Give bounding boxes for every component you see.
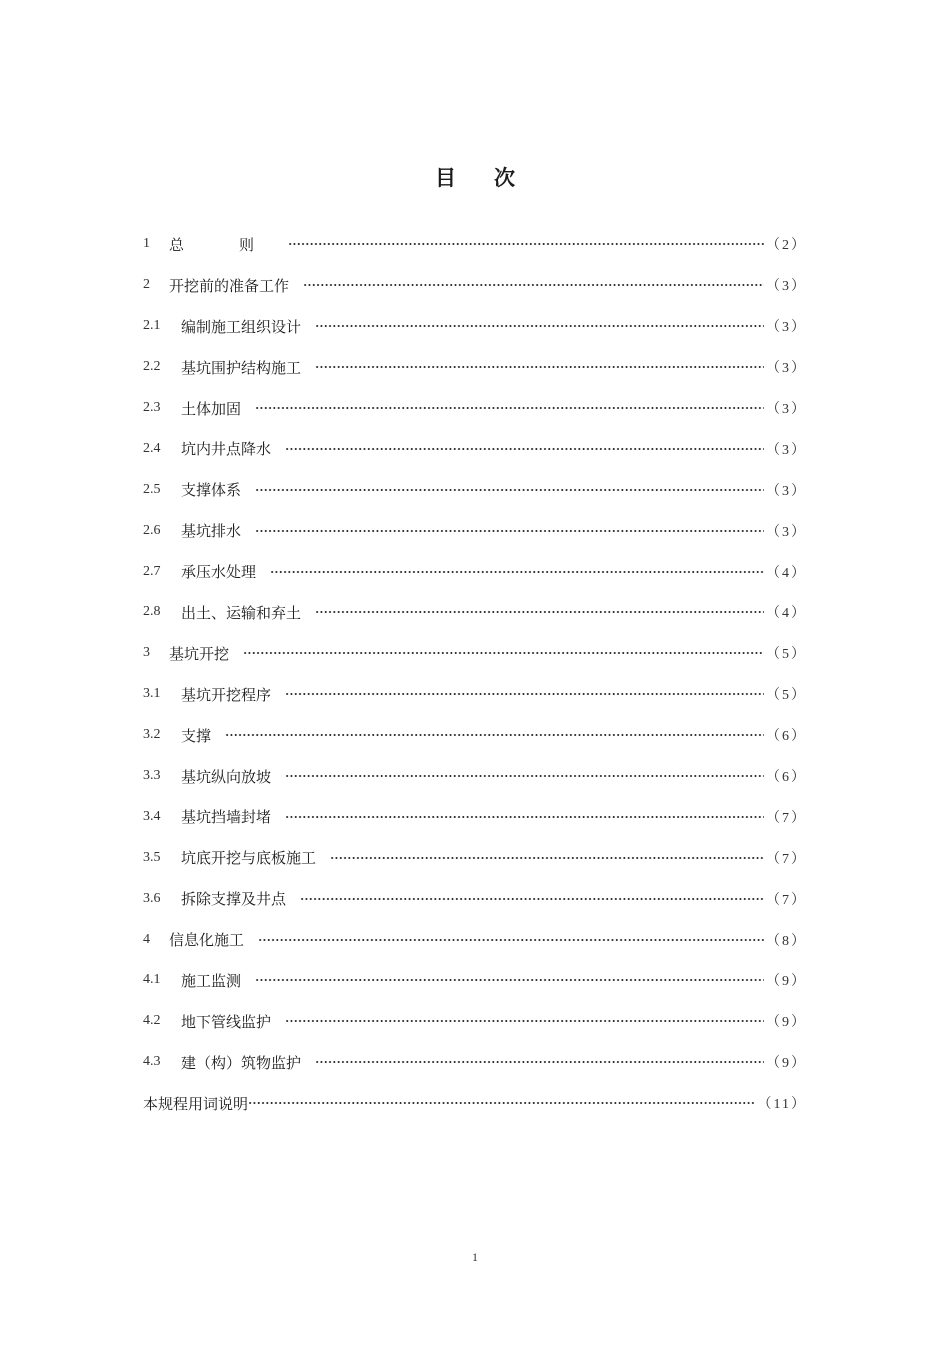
toc-entry-title: 坑底开挖与底板施工 — [181, 849, 317, 868]
toc-dot-leader — [255, 488, 764, 492]
toc-entry-page: （5） — [766, 688, 807, 704]
toc-dot-leader — [248, 1101, 756, 1105]
toc-entry-page: （9） — [766, 1056, 807, 1072]
toc-entry-number: 3.3 — [143, 768, 161, 784]
toc-entry-number: 2.1 — [143, 318, 161, 334]
toc-entry-number: 3.1 — [143, 686, 161, 702]
toc-entry-title: 编制施工组织设计 — [181, 317, 302, 336]
toc-entry-page: （3） — [766, 483, 807, 499]
toc-entry-page: （7） — [766, 810, 807, 826]
toc-entry-title: 信息化施工 — [169, 931, 245, 950]
toc-entry-title: 基坑纵向放坡 — [181, 767, 272, 786]
toc-dot-leader — [243, 651, 764, 655]
toc-entry-page: （7） — [766, 851, 807, 867]
table-of-contents — [143, 224, 807, 1124]
toc-dot-leader — [285, 1019, 764, 1023]
toc-entry-title: 基坑围护结构施工 — [181, 358, 302, 377]
toc-entry-page: （5） — [766, 647, 807, 663]
toc-dot-leader — [303, 283, 764, 287]
toc-entry-number: 4.3 — [143, 1054, 161, 1070]
toc-entry-title: 拆除支撑及井点 — [181, 890, 287, 909]
toc-dot-leader — [315, 1060, 764, 1064]
toc-entry-number: 4 — [143, 931, 150, 947]
toc-dot-leader — [225, 733, 764, 737]
toc-entry[interactable] — [143, 919, 807, 960]
toc-dot-leader — [315, 324, 764, 328]
toc-entry[interactable] — [143, 551, 807, 592]
toc-entry[interactable] — [143, 837, 807, 878]
toc-entry-page: （8） — [766, 933, 807, 949]
toc-dot-leader — [255, 529, 764, 533]
toc-dot-leader — [315, 365, 764, 369]
toc-entry-number: 2.7 — [143, 563, 161, 579]
toc-dot-leader — [255, 406, 764, 410]
toc-entry-number: 2.2 — [143, 359, 161, 375]
toc-entry[interactable] — [143, 878, 807, 919]
toc-dot-leader — [258, 938, 764, 942]
toc-dot-leader — [315, 610, 764, 614]
toc-entry-title: 出土、运输和弃土 — [181, 603, 302, 622]
toc-entry-number: 3.6 — [143, 890, 161, 906]
toc-dot-leader — [255, 978, 764, 982]
toc-entry-page: （4） — [766, 606, 807, 622]
toc-entry-page: （11） — [757, 1097, 807, 1113]
toc-entry-number: 2 — [143, 277, 150, 293]
toc-entry-page: （6） — [766, 770, 807, 786]
toc-entry-page: （3） — [766, 320, 807, 336]
toc-entry-title: 基坑挡墙封堵 — [181, 808, 272, 827]
toc-entry-title: 坑内井点降水 — [181, 440, 272, 459]
page-number: 1 — [472, 1250, 478, 1264]
toc-entry[interactable] — [143, 265, 807, 306]
toc-entry[interactable] — [143, 469, 807, 510]
toc-entry-title: 基坑开挖 — [169, 644, 230, 663]
toc-entry-title: 基坑开挖程序 — [181, 685, 272, 704]
toc-entry-title: 基坑排水 — [181, 522, 242, 541]
toc-entry[interactable] — [143, 592, 807, 633]
toc-dot-leader — [285, 815, 764, 819]
toc-entry-number: 2.3 — [143, 400, 161, 415]
toc-entry-page: （7） — [766, 892, 807, 908]
toc-entry-page: （9） — [766, 974, 807, 990]
toc-entry-title: 承压水处理 — [181, 563, 257, 582]
toc-entry[interactable] — [143, 388, 807, 429]
toc-entry-title: 支撑体系 — [181, 481, 242, 500]
toc-entry[interactable] — [143, 1042, 807, 1083]
toc-entry[interactable] — [143, 674, 807, 715]
toc-dot-leader — [288, 242, 764, 246]
toc-entry-number: 3 — [143, 645, 150, 661]
toc-entry-page: （3） — [766, 524, 807, 540]
toc-entry-page: （3） — [766, 402, 807, 417]
toc-entry[interactable] — [143, 510, 807, 551]
toc-entry-title: 土体加固 — [181, 399, 242, 418]
toc-entry-title: 地下管线监护 — [181, 1012, 272, 1031]
toc-entry-number: 2.5 — [143, 481, 161, 497]
page-title: 目次 — [435, 166, 553, 190]
toc-dot-leader — [285, 447, 764, 451]
toc-entry[interactable] — [143, 1083, 807, 1124]
toc-entry-title: 开挖前的准备工作 — [169, 276, 290, 295]
toc-entry-number: 1 — [143, 236, 150, 252]
toc-entry-page: （3） — [766, 361, 807, 377]
toc-entry[interactable] — [143, 1001, 807, 1042]
toc-entry[interactable] — [143, 756, 807, 797]
toc-entry-page: （2） — [766, 238, 807, 254]
toc-entry-number: 4.2 — [143, 1013, 161, 1029]
toc-entry-number: 2.4 — [143, 440, 161, 456]
toc-entry-title: 施工监测 — [181, 971, 242, 990]
toc-entry-number: 3.4 — [143, 808, 161, 824]
toc-entry-page: （3） — [766, 279, 807, 295]
toc-entry-page: （9） — [766, 1015, 807, 1031]
toc-entry-title: 总 则 — [169, 235, 275, 254]
toc-entry-title: 本规程用词说明 — [143, 1094, 249, 1113]
toc-entry-page: （3） — [766, 442, 807, 458]
toc-dot-leader — [285, 774, 764, 778]
toc-dot-leader — [270, 570, 764, 574]
toc-entry[interactable] — [143, 960, 807, 1001]
toc-entry-number: 3.2 — [143, 727, 161, 743]
toc-dot-leader — [300, 897, 764, 901]
toc-dot-leader — [285, 692, 764, 696]
toc-entry-page: （6） — [766, 729, 807, 745]
toc-entry-number: 3.5 — [143, 849, 161, 865]
toc-entry-title: 建（构）筑物监护 — [181, 1053, 302, 1072]
toc-entry[interactable] — [143, 715, 807, 756]
toc-entry[interactable] — [143, 306, 807, 347]
toc-entry-number: 2.8 — [143, 604, 161, 620]
toc-dot-leader — [330, 856, 764, 860]
toc-entry-number: 4.1 — [143, 972, 161, 988]
toc-entry-number: 2.6 — [143, 522, 161, 538]
toc-entry[interactable] — [143, 633, 807, 674]
toc-entry-title: 支撑 — [181, 726, 212, 745]
toc-entry[interactable] — [143, 347, 807, 388]
toc-entry[interactable] — [143, 428, 807, 469]
toc-entry[interactable] — [143, 224, 807, 265]
toc-entry-page: （4） — [766, 565, 807, 581]
toc-entry[interactable] — [143, 796, 807, 837]
